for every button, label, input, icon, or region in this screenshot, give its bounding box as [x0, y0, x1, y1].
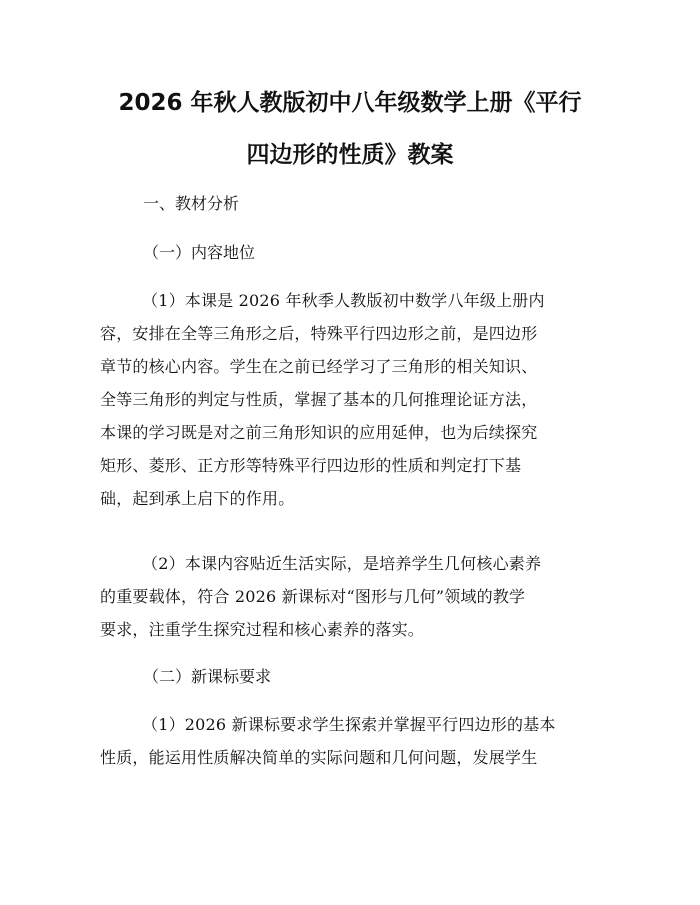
paragraph-line: 的重要载体，符合 2026 新课标对“图形与几何”领域的教学 [100, 587, 526, 606]
paragraph-1 [100, 290, 620, 521]
paragraph-line: （1）2026 新课标要求学生探索并掌握平行四边形的基本 [142, 715, 556, 734]
paragraph-line: （2）本课内容贴近生活实际，是培养学生几何核心素养 [142, 554, 542, 573]
subsection-heading-content-position: （一）内容地位 [143, 243, 256, 262]
document-title-line-2: 四边形的性质》教案 [246, 142, 454, 168]
paragraph-line: 章节的核心内容。学生在之前已经学习了三角形的相关知识、 [100, 357, 538, 376]
paragraph-line: 础，起到承上启下的作用。 [100, 489, 295, 508]
paragraph-line: 本课的学习既是对之前三角形知识的应用延伸，也为后续探究 [100, 423, 538, 442]
paragraph-line: 全等三角形的判定与性质，掌握了基本的几何推理论证方法， [100, 390, 538, 409]
paragraph-line: 容，安排在全等三角形之后，特殊平行四边形之前，是四边形 [100, 324, 538, 343]
paragraph-line: （1）本课是 2026 年秋季人教版初中数学八年级上册内 [142, 291, 545, 310]
paragraph-2 [100, 553, 620, 652]
paragraph-line: 性质，能运用性质解决简单的实际问题和几何问题，发展学生 [100, 748, 538, 767]
paragraph-3 [100, 714, 620, 780]
section-heading-textbook-analysis: 一、教材分析 [143, 194, 240, 213]
subsection-heading-new-curriculum: （二）新课标要求 [143, 667, 272, 686]
paragraph-line: 要求，注重学生探究过程和核心素养的落实。 [100, 620, 425, 639]
paragraph-line: 矩形、菱形、正方形等特殊平行四边形的性质和判定打下基 [100, 456, 522, 475]
document-title-line-1: 2026 年秋人教版初中八年级数学上册《平行 [118, 90, 582, 116]
